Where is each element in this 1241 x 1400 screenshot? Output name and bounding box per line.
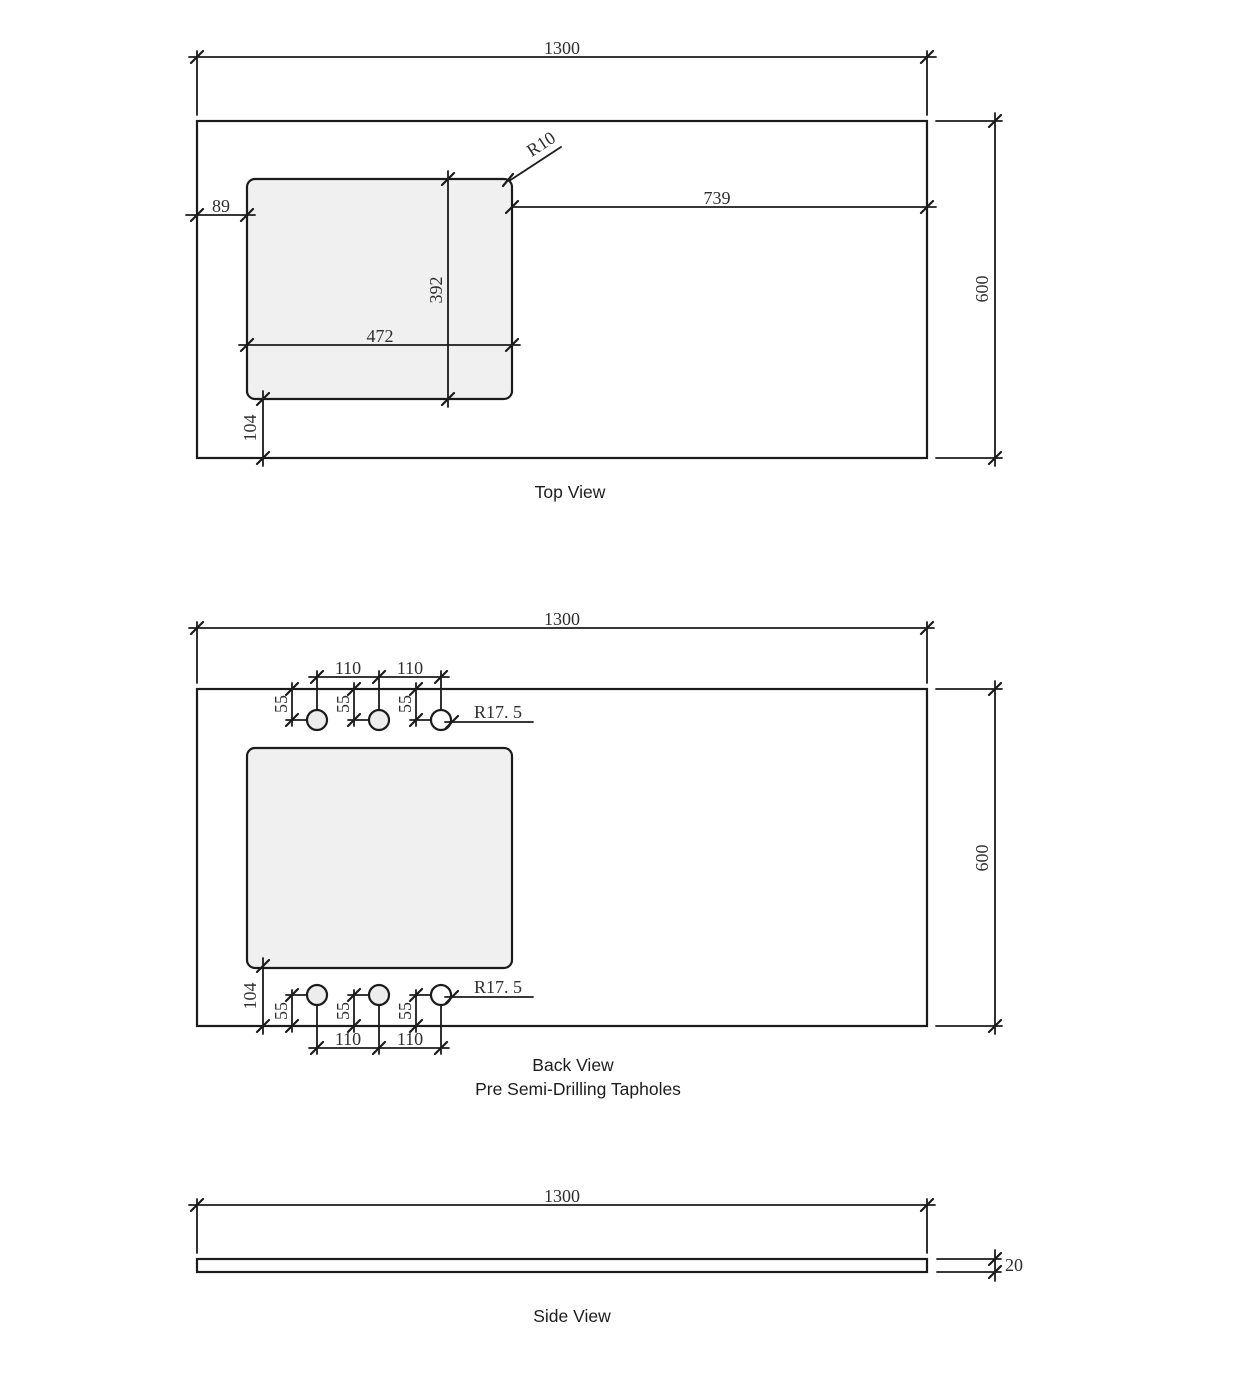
top-view-cutout-right-offset-dim: 739 bbox=[703, 188, 731, 208]
back-view-cutout-bottom-offset-dim: 104 bbox=[240, 982, 260, 1010]
taphole-spacing-bottom-dim-1: 110 bbox=[334, 1029, 362, 1049]
taphole-spacing-bottom-dim-2: 110 bbox=[396, 1029, 424, 1049]
back-view-sink-cutout bbox=[247, 748, 512, 968]
top-view-width-dim: 1300 bbox=[544, 38, 580, 58]
side-view bbox=[189, 1199, 1001, 1281]
top-view-cutout-back-offset-dim: 104 bbox=[240, 414, 260, 442]
taphole-edge-offset-top-dim-3: 55 bbox=[395, 695, 415, 713]
back-view-label: Back View bbox=[532, 1055, 614, 1076]
side-view-length-dim: 1300 bbox=[544, 1186, 580, 1206]
side-view-thickness-dim: 20 bbox=[1005, 1255, 1023, 1275]
taphole-radius-bottom-dim: R17. 5 bbox=[473, 977, 523, 997]
top-view-sink-cutout bbox=[247, 179, 512, 399]
taphole-edge-offset-top-dim-2: 55 bbox=[333, 695, 353, 713]
back-view bbox=[189, 622, 1002, 1054]
side-view-label: Side View bbox=[533, 1306, 611, 1327]
taphole-edge-offset-bottom-dim-3: 55 bbox=[395, 1002, 415, 1020]
taphole-circle-top-2 bbox=[369, 710, 389, 730]
taphole-edge-offset-top-dim-1: 55 bbox=[271, 695, 291, 713]
taphole-edge-offset-bottom-dim-1: 55 bbox=[271, 1002, 291, 1020]
taphole-circle-bottom-1 bbox=[307, 985, 327, 1005]
taphole-edge-offset-bottom-dim-2: 55 bbox=[333, 1002, 353, 1020]
back-view-width-dim: 1300 bbox=[544, 609, 580, 629]
back-view-depth-dim: 600 bbox=[972, 844, 992, 872]
top-view-label: Top View bbox=[534, 482, 606, 503]
taphole-spacing-top-dim-2: 110 bbox=[396, 658, 424, 678]
taphole-radius-top-dim: R17. 5 bbox=[473, 702, 523, 722]
taphole-spacing-top-dim-1: 110 bbox=[334, 658, 362, 678]
back-view-sublabel: Pre Semi-Drilling Tapholes bbox=[475, 1079, 681, 1100]
taphole-circle-top-1 bbox=[307, 710, 327, 730]
top-view-cutout-left-offset-dim: 89 bbox=[212, 196, 230, 216]
top-view-depth-dim: 600 bbox=[972, 275, 992, 303]
taphole-circle-bottom-2 bbox=[369, 985, 389, 1005]
top-view-cutout-width-dim: 472 bbox=[366, 326, 394, 346]
top-view-corner-radius-dim: R10 bbox=[522, 127, 560, 161]
top-view-cutout-depth-dim: 392 bbox=[426, 276, 446, 304]
side-view-plate bbox=[197, 1259, 927, 1272]
top-view bbox=[186, 51, 1002, 466]
